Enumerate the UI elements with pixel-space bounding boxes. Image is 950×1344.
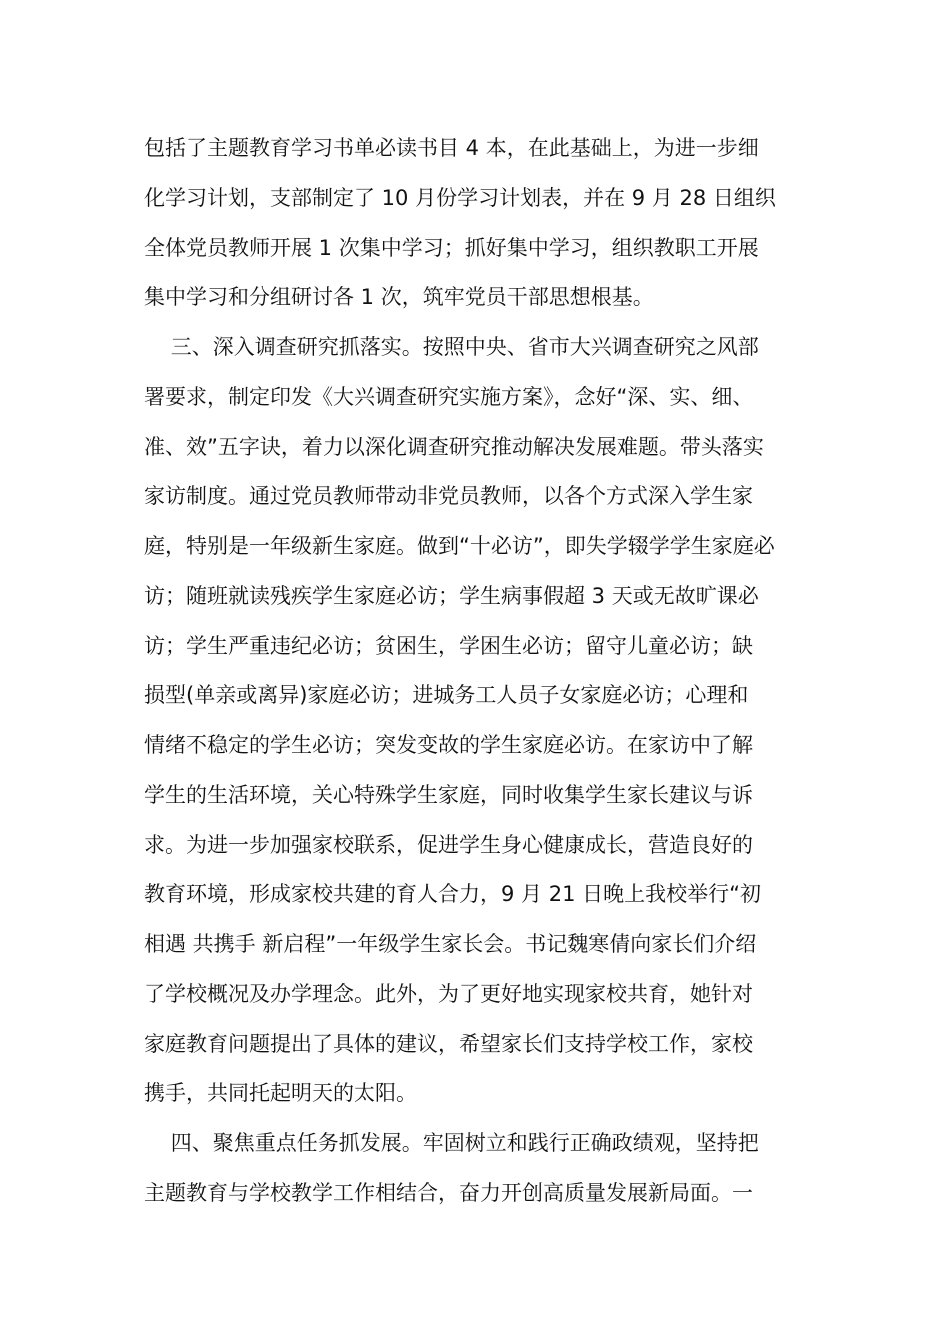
- text-line-6: 署要求，制定印发《大兴调查研究实施方案》，念好“深、实、细、: [144, 384, 754, 409]
- text-line-3: 全体党员教师开展 1 次集中学习；抓好集中学习，组织教职工开展: [144, 235, 759, 260]
- text-line-5: 三、深入调查研究抓落实。按照中央、省市大兴调查研究之风部: [144, 335, 759, 359]
- text-line-11: 访；学生严重违纪必访；贫困生，学困生必访；留守儿童必访；缺: [144, 633, 753, 658]
- text-line-2: 化学习计划，支部制定了 10 月份学习计划表，并在 9 月 28 日组织: [144, 185, 776, 210]
- text-line-10: 访；随班就读残疾学生家庭必访；学生病事假超 3 天或无故旷课必: [144, 583, 759, 608]
- text-line-19: 家庭教育问题提出了具体的建议，希望家长们支持学校工作，家校: [144, 1031, 753, 1056]
- text-line-4: 集中学习和分组研讨各 1 次，筑牢党员干部思想根基。: [144, 285, 654, 310]
- text-line-14: 学生的生活环境，关心特殊学生家庭，同时收集学生家长建议与诉: [144, 782, 753, 807]
- text-line-22: 主题教育与学校教学工作相结合，奋力开创高质量发展新局面。一: [144, 1180, 753, 1205]
- text-line-18: 了学校概况及办学理念。此外，为了更好地实现家校共育，她针对: [144, 981, 753, 1006]
- text-line-9: 庭，特别是一年级新生家庭。做到“十必访”，即失学辍学学生家庭必: [144, 534, 775, 558]
- text-line-1: 包括了主题教育学习书单必读书目 4 本，在此基础上，为进一步细: [144, 136, 759, 160]
- text-line-13: 情绪不稳定的学生必访；突发变故的学生家庭必访。在家访中了解: [144, 733, 753, 757]
- document-page: [144, 124, 808, 1219]
- text-line-17: 相遇 共携手 新启程”一年级学生家长会。书记魏寒倩向家长们介绍: [144, 932, 757, 956]
- text-line-21: 四、聚焦重点任务抓发展。牢固树立和践行正确政绩观，坚持把: [144, 1131, 759, 1155]
- text-line-8: 家访制度。通过党员教师带动非党员教师，以各个方式深入学生家: [144, 484, 753, 509]
- text-line-7: 准、效”五字诀，着力以深化调查研究推动解决发展难题。带头落实: [144, 434, 764, 459]
- text-line-20: 携手，共同托起明天的太阳。: [144, 1081, 417, 1106]
- text-line-15: 求。为进一步加强家校联系，促进学生身心健康成长，营造良好的: [144, 832, 753, 857]
- text-line-12: 损型(单亲或离异)家庭必访；进城务工人员子女家庭必访；心理和: [144, 683, 749, 708]
- text-line-16: 教育环境，形成家校共建的育人合力，9 月 21 日晚上我校举行“初: [144, 882, 761, 907]
